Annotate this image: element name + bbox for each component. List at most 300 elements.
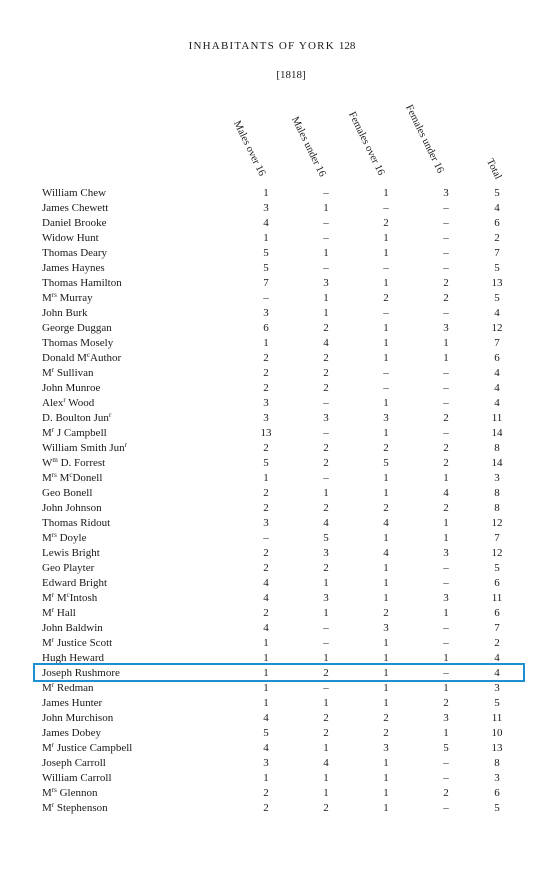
cell-males-under-16: 2 [323,727,329,739]
cell-total: 14 [491,427,503,439]
cell-females-over-16: 5 [383,457,389,469]
cell-males-over-16: 3 [263,397,269,409]
cell-total: 7 [494,532,500,544]
cell-males-over-16: 4 [263,742,269,754]
cell-males-under-16: 4 [323,337,329,349]
cell-males-under-16: 1 [323,607,329,619]
cell-males-over-16: 13 [260,427,272,439]
cell-females-over-16: 1 [383,352,389,364]
resident-name: $M^r$ Hall [42,606,76,619]
cell-females-under-16: – [443,247,449,259]
cell-total: 3 [494,772,500,784]
cell-males-under-16: 3 [323,592,329,604]
cell-females-over-16: 1 [383,397,389,409]
cell-total: 8 [494,757,500,769]
cell-females-over-16: 1 [383,322,389,334]
cell-females-under-16: – [443,397,449,409]
cell-males-over-16: 7 [263,277,269,289]
table-row [0,367,544,382]
page-number: 128 [338,40,356,52]
resident-name: Thomas Mosely [42,337,114,349]
cell-males-under-16: 4 [323,517,329,529]
cell-total: 8 [494,502,500,514]
cell-males-under-16: 2 [323,442,329,454]
cell-females-under-16: 4 [443,487,449,499]
table-row [0,727,544,742]
table-row [0,352,544,367]
cell-males-over-16: 2 [263,802,269,814]
cell-males-over-16: 2 [263,487,269,499]
cell-males-under-16: 2 [323,712,329,724]
cell-females-under-16: 1 [443,532,449,544]
cell-females-over-16: 2 [383,712,389,724]
resident-name: $M^r$ Justice Scott [42,636,113,649]
cell-total: 11 [491,412,503,424]
resident-name: Edward Bright [42,577,108,589]
table-row [0,577,544,592]
cell-males-over-16: 1 [263,697,269,709]
resident-name: $M^{rs}$ $M^cDonell$ [42,471,103,484]
resident-name: Geo Bonell [42,487,93,499]
cell-females-under-16: – [443,262,449,274]
column-header-total: Total [484,157,504,182]
cell-males-under-16: 2 [323,562,329,574]
column-header-females-over-16: Females over 16 [346,110,387,178]
cell-total: 4 [494,382,500,394]
cell-total: 8 [494,487,500,499]
cell-males-over-16: 4 [263,217,269,229]
column-header-males-under-16: Males under 16 [289,115,328,179]
table-row [0,787,544,802]
table-row [0,697,544,712]
cell-females-over-16: 1 [383,697,389,709]
cell-females-over-16: 1 [383,637,389,649]
cell-total: 5 [494,697,500,709]
table-row [0,547,544,562]
cell-males-under-16: 3 [323,412,329,424]
cell-females-under-16: 3 [443,187,449,199]
cell-females-over-16: 1 [383,337,389,349]
table-row [0,622,544,637]
table-row [0,397,544,412]
cell-males-under-16: 1 [323,772,329,784]
cell-males-over-16: 1 [263,187,269,199]
cell-females-over-16: 2 [383,727,389,739]
table-row [0,427,544,442]
cell-females-over-16: 1 [383,277,389,289]
cell-males-under-16: – [323,682,329,694]
cell-total: 3 [494,472,500,484]
cell-males-under-16: 2 [323,802,329,814]
cell-females-over-16: 1 [383,487,389,499]
resident-name: James Dobey [42,727,101,739]
column-header-males-over-16: Males over 16 [231,119,268,178]
cell-females-under-16: – [443,382,449,394]
cell-males-under-16: 2 [323,382,329,394]
resident-name: $W^m$ D. Forrest [42,456,106,469]
resident-name: Daniel Brooke [42,217,107,229]
cell-males-over-16: 1 [263,652,269,664]
cell-females-over-16: 2 [383,442,389,454]
cell-females-under-16: 3 [443,322,449,334]
resident-name: $M^r$ $M^cIntosh$ [42,591,98,604]
cell-females-over-16: 1 [383,682,389,694]
cell-females-under-16: 2 [443,502,449,514]
cell-females-over-16: 1 [383,772,389,784]
cell-females-under-16: 1 [443,682,449,694]
cell-total: 13 [491,742,503,754]
cell-total: 8 [494,442,500,454]
cell-males-under-16: – [323,232,329,244]
cell-males-under-16: 1 [323,292,329,304]
resident-name: Hugh Heward [42,652,105,664]
cell-total: 4 [494,397,500,409]
cell-males-over-16: 2 [263,607,269,619]
resident-name: William Chew [42,187,107,199]
cell-males-under-16: 1 [323,487,329,499]
cell-females-under-16: – [443,772,449,784]
resident-name: Joseph Carroll [42,757,106,769]
cell-females-over-16: 1 [383,427,389,439]
cell-females-under-16: 5 [443,742,449,754]
cell-males-over-16: 3 [263,412,269,424]
resident-name: Geo Playter [42,562,95,574]
cell-males-over-16: 4 [263,712,269,724]
cell-males-over-16: 1 [263,637,269,649]
resident-name: D. Boulton Jun$^r$ [42,411,112,424]
cell-females-under-16: – [443,577,449,589]
cell-females-under-16: 1 [443,472,449,484]
cell-females-over-16: 1 [383,667,389,679]
cell-males-under-16: 5 [323,532,329,544]
cell-males-over-16: 5 [263,262,269,274]
cell-females-over-16: 1 [383,562,389,574]
cell-females-under-16: 1 [443,652,449,664]
cell-females-over-16: – [383,367,389,379]
cell-total: 11 [491,592,503,604]
table-row [0,532,544,547]
resident-name: Thomas Ridout [42,517,111,529]
table-row [0,652,544,667]
cell-females-under-16: 1 [443,607,449,619]
cell-females-under-16: 3 [443,712,449,724]
cell-females-under-16: – [443,757,449,769]
resident-name: Thomas Deary [42,247,108,259]
cell-total: 4 [494,202,500,214]
cell-females-over-16: 1 [383,787,389,799]
cell-males-over-16: 2 [263,547,269,559]
table-row-highlighted [0,667,544,682]
table-row [0,487,544,502]
cell-total: 5 [494,262,500,274]
cell-males-under-16: – [323,427,329,439]
table-row [0,592,544,607]
table-row [0,442,544,457]
cell-females-over-16: 1 [383,757,389,769]
cell-females-over-16: 2 [383,292,389,304]
table-row [0,187,544,202]
table-row [0,202,544,217]
cell-females-under-16: – [443,667,449,679]
cell-females-under-16: 1 [443,517,449,529]
cell-males-under-16: – [323,622,329,634]
resident-name: $M^r$ Stephenson [42,801,108,814]
cell-males-under-16: 1 [323,697,329,709]
cell-females-over-16: – [383,382,389,394]
cell-males-over-16: 1 [263,337,269,349]
cell-total: 7 [494,247,500,259]
page-title [0,40,544,52]
resident-name: John Murchison [42,712,114,724]
resident-name: $M^{rs}$ Murray [42,291,93,304]
table-row [0,337,544,352]
table-row [0,382,544,397]
cell-females-under-16: 1 [443,352,449,364]
cell-females-over-16: 4 [383,517,389,529]
resident-name: John Burk [42,307,88,319]
table-row [0,307,544,322]
cell-males-under-16: – [323,262,329,274]
cell-males-under-16: – [323,472,329,484]
cell-total: 12 [491,322,503,334]
cell-females-over-16: 1 [383,802,389,814]
cell-males-under-16: 4 [323,757,329,769]
cell-males-under-16: – [323,637,329,649]
cell-males-over-16: 2 [263,502,269,514]
cell-total: 5 [494,187,500,199]
resident-name: Joseph Rushmore [42,667,120,679]
cell-total: 12 [491,547,503,559]
column-header-females-under-16: Females under 16 [403,103,446,176]
cell-total: 2 [494,232,500,244]
cell-females-over-16: 3 [383,622,389,634]
cell-males-under-16: 1 [323,577,329,589]
cell-males-over-16: 3 [263,757,269,769]
cell-total: 6 [494,352,500,364]
cell-total: 3 [494,682,500,694]
cell-males-under-16: 1 [323,202,329,214]
cell-total: 4 [494,667,500,679]
cell-males-under-16: 2 [323,457,329,469]
cell-males-under-16: 2 [323,367,329,379]
cell-males-over-16: 4 [263,592,269,604]
cell-males-over-16: 2 [263,352,269,364]
table-row [0,637,544,652]
cell-females-under-16: 3 [443,592,449,604]
cell-males-over-16: 4 [263,622,269,634]
table-row [0,517,544,532]
table-row [0,412,544,427]
table-row [0,277,544,292]
cell-females-over-16: 4 [383,547,389,559]
resident-name: William Smith Jun$^r$ [42,441,128,454]
resident-name: John Baldwin [42,622,103,634]
cell-males-over-16: 4 [263,577,269,589]
cell-total: 4 [494,367,500,379]
resident-name: $M^r$ Redman [42,681,94,694]
cell-females-under-16: – [443,622,449,634]
cell-males-over-16: 3 [263,202,269,214]
table-row [0,772,544,787]
cell-males-under-16: 3 [323,277,329,289]
cell-total: 6 [494,577,500,589]
cell-total: 2 [494,637,500,649]
cell-females-over-16: 2 [383,217,389,229]
cell-total: 7 [494,337,500,349]
resident-name: Widow Hunt [42,232,99,244]
cell-males-under-16: 1 [323,787,329,799]
cell-females-under-16: – [443,427,449,439]
book-title: INHABITANTS OF YORK [188,40,335,52]
cell-females-over-16: – [383,307,389,319]
cell-males-over-16: 2 [263,787,269,799]
resident-name: Donald $M^cAuthor$ [42,351,122,364]
resident-name: $M^r$ Sullivan [42,366,94,379]
cell-females-over-16: 1 [383,532,389,544]
cell-females-over-16: 3 [383,742,389,754]
resident-name: John Munroe [42,382,101,394]
resident-name: George Duggan [42,322,112,334]
table-row [0,322,544,337]
table-row [0,742,544,757]
cell-males-over-16: 1 [263,667,269,679]
cell-males-under-16: 2 [323,502,329,514]
resident-name: $M^{rs}$ Glennon [42,786,98,799]
cell-females-over-16: 1 [383,247,389,259]
cell-total: 5 [494,292,500,304]
resident-name: James Chewett [42,202,109,214]
cell-males-under-16: 2 [323,322,329,334]
cell-males-over-16: 6 [263,322,269,334]
cell-females-over-16: 2 [383,607,389,619]
cell-males-under-16: – [323,187,329,199]
table-row [0,262,544,277]
cell-males-under-16: 1 [323,742,329,754]
cell-females-under-16: 2 [443,412,449,424]
cell-females-over-16: 1 [383,472,389,484]
resident-name: $M^r$ J Campbell [42,426,107,439]
cell-total: 6 [494,787,500,799]
cell-total: 5 [494,562,500,574]
cell-males-under-16: 1 [323,652,329,664]
cell-males-over-16: 1 [263,232,269,244]
cell-females-under-16: – [443,232,449,244]
cell-males-over-16: 2 [263,562,269,574]
resident-name: John Johnson [42,502,102,514]
resident-name: James Haynes [42,262,105,274]
cell-males-over-16: 2 [263,382,269,394]
cell-total: 4 [494,307,500,319]
table-row [0,607,544,622]
cell-total: 12 [491,517,503,529]
cell-females-under-16: – [443,637,449,649]
resident-name: $M^{rs}$ Doyle [42,531,87,544]
cell-females-under-16: 2 [443,442,449,454]
cell-females-under-16: 3 [443,547,449,559]
cell-males-under-16: – [323,217,329,229]
cell-males-under-16: 2 [323,352,329,364]
cell-males-over-16: 3 [263,307,269,319]
cell-total: 14 [491,457,503,469]
cell-females-under-16: 2 [443,787,449,799]
cell-total: 5 [494,802,500,814]
resident-name: Thomas Hamilton [42,277,122,289]
cell-females-under-16: – [443,307,449,319]
cell-females-under-16: 1 [443,337,449,349]
cell-total: 11 [491,712,503,724]
table-row [0,802,544,817]
cell-males-over-16: 2 [263,367,269,379]
resident-name: Lewis Bright [42,547,100,559]
table-row [0,682,544,697]
cell-males-over-16: 3 [263,517,269,529]
table-row [0,292,544,307]
cell-total: 6 [494,607,500,619]
cell-males-over-16: 5 [263,727,269,739]
table-row [0,562,544,577]
cell-males-over-16: – [263,532,269,544]
resident-name: $M^r$ Justice Campbell [42,741,133,754]
cell-females-over-16: 1 [383,577,389,589]
cell-total: 13 [491,277,503,289]
cell-males-over-16: 2 [263,442,269,454]
cell-total: 4 [494,652,500,664]
cell-total: 6 [494,217,500,229]
table-row [0,712,544,727]
resident-name: William Carroll [42,772,112,784]
cell-females-under-16: 2 [443,457,449,469]
table-row [0,457,544,472]
cell-males-under-16: 2 [323,667,329,679]
cell-males-under-16: 3 [323,547,329,559]
table-row [0,217,544,232]
cell-females-under-16: 1 [443,727,449,739]
cell-total: 10 [491,727,503,739]
resident-name: James Hunter [42,697,103,709]
cell-total: 7 [494,622,500,634]
cell-males-over-16: 1 [263,472,269,484]
cell-males-under-16: 1 [323,307,329,319]
cell-males-over-16: – [263,292,269,304]
cell-females-over-16: 3 [383,412,389,424]
table-row [0,757,544,772]
cell-females-under-16: – [443,202,449,214]
cell-females-over-16: 1 [383,592,389,604]
resident-name: Alex$^r$ Wood [42,396,95,409]
cell-males-under-16: – [323,397,329,409]
table-row [0,472,544,487]
cell-females-over-16: – [383,202,389,214]
cell-females-over-16: 1 [383,187,389,199]
year-label: [1818] [276,69,306,81]
cell-females-under-16: – [443,802,449,814]
cell-females-over-16: 1 [383,652,389,664]
cell-females-over-16: 1 [383,232,389,244]
cell-females-under-16: 2 [443,292,449,304]
table-row [0,247,544,262]
cell-males-over-16: 1 [263,682,269,694]
cell-males-over-16: 1 [263,772,269,784]
cell-males-over-16: 5 [263,457,269,469]
cell-females-under-16: – [443,562,449,574]
cell-females-under-16: 2 [443,697,449,709]
cell-females-under-16: – [443,367,449,379]
cell-females-under-16: – [443,217,449,229]
table-row [0,502,544,517]
cell-males-over-16: 5 [263,247,269,259]
table-row [0,232,544,247]
cell-females-under-16: 2 [443,277,449,289]
